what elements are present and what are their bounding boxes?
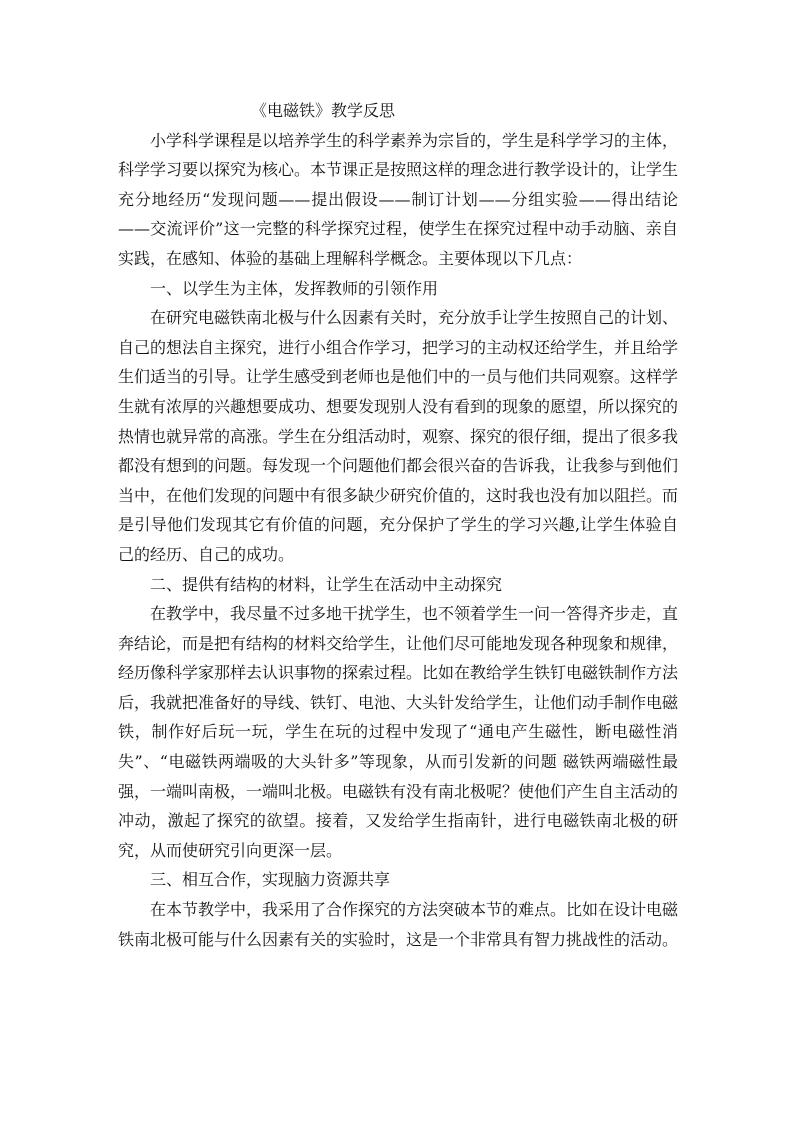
intro-paragraph: 小学科学课程是以培养学生的科学素养为宗旨的，学生是科学学习的主体，科学学习要以探究为核心。本节课正是按照这样的理念进行教学设计的，让学生充分地经历“发现问题——提出假设——制订计划——分组实验——得出结论——交流评价”这一完整的科学探究过程，使学生在探究过程中动手动脑、亲自实践，在感知、体验的基础上理解科学概念。主要体现以下几点： <box>118 130 679 268</box>
section-2-paragraph: 在教学中，我尽量不过多地干扰学生，也不领着学生一问一答得齐步走，直奔结论，而是把有结构的材料交给学生，让他们尽可能地发现各种现象和规律，经历像科学家那样去认识事物的探索过程。比如在教给学生铁钉电磁铁制作方法后，我就把准备好的导线、铁钉、电池、大头针发给学生，让他们动手制作电磁铁，制作好后玩一玩，学生在玩的过程中发现了“通电产生磁性，断电磁性消失”、“电磁铁两端吸的大头针多”等现象，从而引发新的问题 磁铁两端磁性最强，一端叫南极，一端叫北极。电磁铁有没有南北极呢？使他们产生自主活动的冲动，激起了探究的欲望。接着，又发给学生指南针，进行电磁铁南北极的研究，从而使研究引向更深一层。 <box>118 604 679 860</box>
section-1-paragraph: 在研究电磁铁南北极与什么因素有关时，充分放手让学生按照自己的计划、自己的想法自主探究，进行小组合作学习，把学习的主动权还给学生，并且给学生们适当的引导。让学生感受到老师也是他们中的一员与他们共同观察。这样学生就有浓厚的兴趣想要成功、想要发现别人没有看到的现象的愿望，所以探究的热情也就异常的高涨。学生在分组活动时，观察、探究的很仔细，提出了很多我都没有想到的问题。每发现一个问题他们都会很兴奋的告诉我，让我参与到他们当中，在他们发现的问题中有很多缺少研究价值的，这时我也没有加以阻拦。而是引导他们发现其它有价值的问题，充分保护了学生的学习兴趣,让学生体验自己的经历、自己的成功。 <box>118 308 679 564</box>
section-heading-1: 一、以学生为主体，发挥教师的引领作用 <box>150 278 439 298</box>
document-page <box>118 96 678 954</box>
section-heading-3: 三、相互合作，实现脑力资源共享 <box>150 870 391 890</box>
section-3-paragraph: 在本节教学中，我采用了合作探究的方法突破本节的难点。比如在设计电磁铁南北极可能与什么因素有关的实验时，这是一个非常具有智力挑战性的活动。 <box>118 900 679 949</box>
section-heading-2: 二、提供有结构的材料，让学生在活动中主动探究 <box>150 574 503 594</box>
document-title: 《电磁铁》教学反思 <box>251 101 396 120</box>
